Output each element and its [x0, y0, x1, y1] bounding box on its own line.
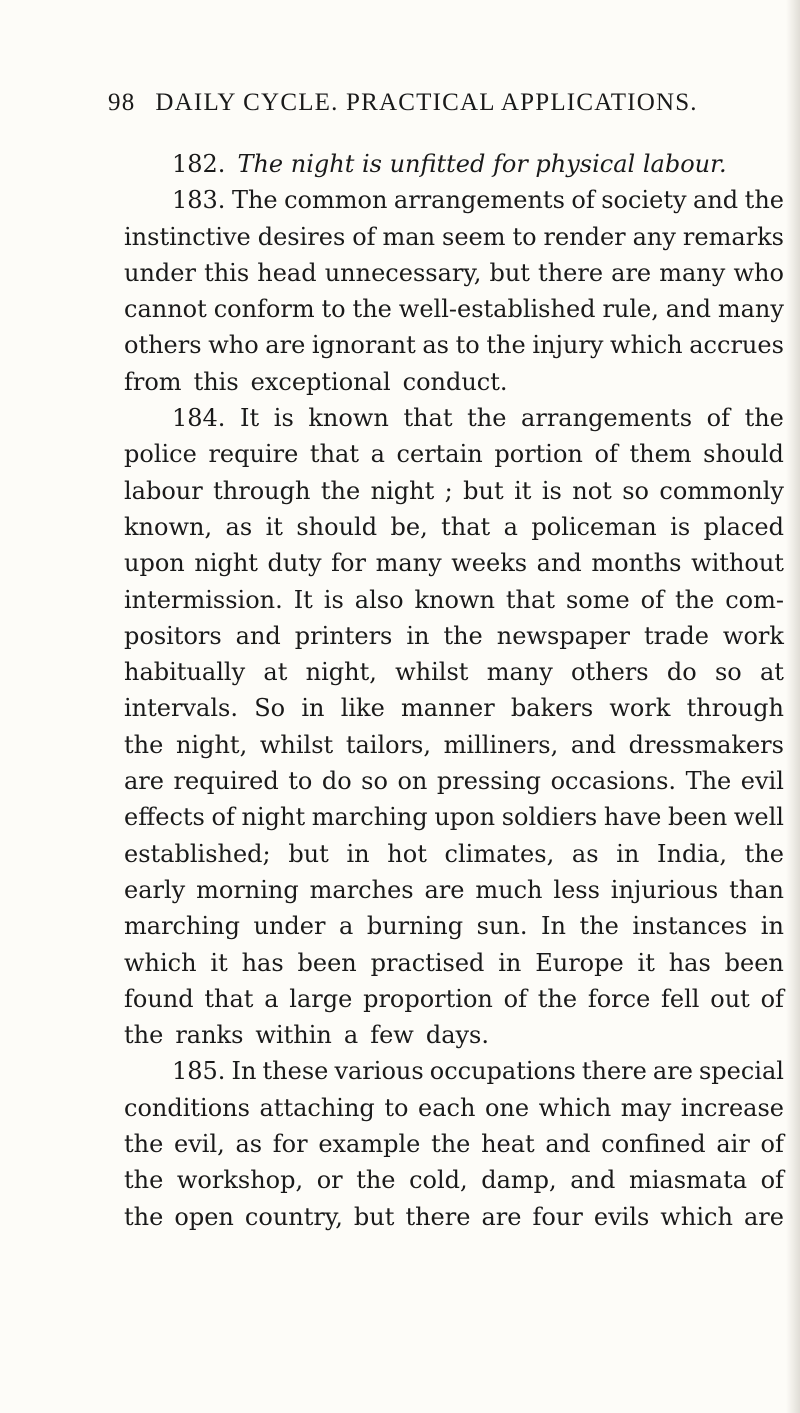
word: upon: [434, 803, 496, 832]
text-line: [124, 146, 784, 182]
word: under: [253, 912, 326, 941]
text-line: [124, 654, 784, 690]
word: confined: [601, 1130, 706, 1159]
word: much: [475, 875, 543, 904]
word: four: [532, 1202, 583, 1231]
word: others: [571, 658, 649, 687]
word: to: [384, 1093, 409, 1122]
word: to: [288, 767, 313, 796]
word: It: [293, 585, 313, 614]
word: the: [744, 186, 784, 215]
word: who: [208, 331, 259, 360]
word: hot: [387, 839, 427, 868]
word: conform: [213, 295, 315, 324]
text-line: [124, 582, 784, 618]
text-line: [124, 219, 784, 255]
word: not: [572, 476, 612, 505]
word: labour: [124, 476, 203, 505]
text-line: [124, 908, 784, 944]
word: 184.: [172, 404, 226, 433]
word: the: [124, 1202, 164, 1231]
word: a: [343, 1021, 359, 1050]
word: accrues: [689, 331, 784, 360]
word: of: [503, 984, 527, 1013]
text-line: [124, 872, 784, 908]
page-number: 98: [108, 89, 136, 116]
word: night,: [175, 730, 248, 759]
text-line: [124, 1017, 784, 1053]
word: The: [231, 186, 278, 215]
word: through: [686, 694, 784, 723]
word: which: [124, 948, 197, 977]
text-line: [124, 836, 784, 872]
word: one: [484, 1093, 530, 1122]
word: which: [610, 331, 683, 360]
word: sun.: [476, 912, 528, 941]
word: days.: [425, 1021, 490, 1050]
word: each: [417, 1093, 476, 1122]
text-line: [124, 436, 784, 472]
word: newspaper: [496, 621, 630, 650]
word: whilst: [259, 730, 334, 759]
word: so: [361, 767, 388, 796]
word: printers: [294, 621, 393, 650]
word: marching: [124, 912, 240, 941]
word: desires: [257, 222, 346, 251]
word: climates,: [444, 839, 555, 868]
word: but: [353, 1202, 395, 1231]
word: be,: [390, 512, 428, 541]
word: which: [660, 1202, 733, 1231]
word: a: [338, 912, 354, 941]
word: rule,: [602, 295, 659, 324]
word: this: [193, 367, 239, 396]
word: the: [443, 621, 483, 650]
word: some: [565, 585, 630, 614]
word: effects: [124, 803, 205, 832]
text-line: [124, 763, 784, 799]
text-line: [124, 618, 784, 654]
word: evil,: [174, 1130, 225, 1159]
word: that: [309, 440, 359, 469]
word: as: [422, 331, 449, 360]
word: in: [498, 948, 522, 977]
word: of: [760, 984, 784, 1013]
word: occasions.: [550, 767, 677, 796]
word: portion: [494, 440, 583, 469]
word: miasmata: [628, 1166, 748, 1195]
word: so: [622, 476, 649, 505]
word: under: [124, 258, 196, 287]
word: So: [254, 694, 286, 723]
running-title: DAILY CYCLE. PRACTICAL APPLICATIONS.: [155, 89, 698, 116]
word: unnecessary,: [324, 258, 482, 287]
word: milliners,: [443, 730, 559, 759]
word: require: [208, 440, 299, 469]
word: trade: [643, 621, 709, 650]
word: In: [541, 912, 566, 941]
word: and: [545, 1130, 591, 1159]
word: and: [665, 295, 711, 324]
word: Europe: [535, 948, 624, 977]
word: in: [346, 839, 370, 868]
word: heat: [481, 1130, 535, 1159]
word: duty: [267, 549, 322, 578]
word: as: [571, 839, 599, 868]
word: placed: [703, 512, 784, 541]
word: proportion: [363, 984, 493, 1013]
word: of: [760, 1166, 784, 1195]
word: force: [587, 984, 651, 1013]
word: through: [213, 476, 311, 505]
word: ;: [444, 476, 453, 505]
word: injury: [532, 331, 604, 360]
word: burning: [366, 912, 464, 941]
word: large: [289, 984, 353, 1013]
word: that: [505, 585, 555, 614]
word: arrangements: [393, 186, 565, 215]
word: than: [729, 875, 784, 904]
word: render: [543, 222, 626, 251]
word: the: [486, 331, 526, 360]
word: In: [231, 1057, 257, 1086]
word: for: [331, 549, 366, 578]
word: are: [744, 1202, 784, 1231]
word: have: [603, 803, 662, 832]
page-edge-shadow: [786, 0, 800, 1413]
word: that: [403, 404, 453, 433]
word: the: [124, 1021, 164, 1050]
word: to: [512, 222, 537, 251]
word: from: [124, 367, 182, 396]
word: open: [174, 1202, 234, 1231]
word: the: [431, 1130, 471, 1159]
word: well-established: [398, 295, 596, 324]
word: a: [503, 512, 518, 541]
word: required: [173, 767, 279, 796]
word: a: [264, 984, 279, 1013]
word: the: [467, 404, 507, 433]
word: been: [724, 948, 784, 977]
word: in: [406, 621, 430, 650]
word: The: [685, 767, 732, 796]
word: the: [124, 1166, 164, 1195]
word: the: [744, 404, 784, 433]
word: known: [308, 404, 389, 433]
word: found: [124, 984, 194, 1013]
word: there: [581, 1057, 647, 1086]
word: tailors,: [345, 730, 431, 759]
text-line: [124, 473, 784, 509]
word: been: [667, 803, 728, 832]
word: the: [579, 912, 619, 941]
word: evil: [740, 767, 784, 796]
word: the: [124, 730, 164, 759]
text-line: [124, 255, 784, 291]
text-line: [124, 1090, 784, 1126]
word: head: [257, 258, 317, 287]
word: established;: [124, 839, 271, 868]
word: there: [538, 258, 604, 287]
word: on: [397, 767, 428, 796]
word: many: [375, 549, 442, 578]
word: dressmakers: [628, 730, 784, 759]
word: for: [272, 1130, 308, 1159]
word: society: [601, 186, 687, 215]
word: are: [265, 331, 306, 360]
word: cold,: [409, 1166, 468, 1195]
word: to: [321, 295, 346, 324]
word: cannot: [124, 295, 207, 324]
word: within: [255, 1021, 332, 1050]
word: evils: [593, 1202, 650, 1231]
word: a: [370, 440, 385, 469]
word: as: [225, 512, 253, 541]
word: various: [334, 1057, 424, 1086]
text-line: [124, 364, 784, 400]
word: is: [323, 585, 344, 614]
word: has: [668, 948, 711, 977]
word: seem: [442, 222, 506, 251]
word: them: [629, 440, 692, 469]
word: certain: [396, 440, 483, 469]
text-line: [124, 1199, 784, 1235]
word: habitually: [124, 658, 246, 687]
word: any: [632, 222, 676, 251]
word: that: [204, 984, 254, 1013]
word: occupations: [429, 1057, 576, 1086]
word: the: [674, 585, 715, 614]
text-line: [124, 327, 784, 363]
word: in: [616, 839, 640, 868]
word: night: [241, 803, 306, 832]
word: to: [455, 331, 480, 360]
word: at: [263, 658, 288, 687]
word: upon: [124, 549, 185, 578]
word: intermission.: [124, 585, 283, 614]
word: in: [301, 694, 325, 723]
word: who: [733, 258, 784, 287]
word: of: [594, 440, 618, 469]
word: out: [710, 984, 750, 1013]
word: it: [514, 476, 532, 505]
word: and: [235, 621, 281, 650]
word: also: [354, 585, 404, 614]
text-line: [124, 727, 784, 763]
word: ranks: [175, 1021, 244, 1050]
word: is: [670, 512, 691, 541]
word: of: [352, 222, 376, 251]
word: of: [571, 186, 595, 215]
word: and: [570, 730, 616, 759]
word: at: [759, 658, 784, 687]
word: and: [570, 1166, 616, 1195]
word: but: [489, 258, 530, 287]
text-line: [124, 1126, 784, 1162]
word: are: [652, 1057, 693, 1086]
word: may: [620, 1093, 672, 1122]
word: bakers: [510, 694, 594, 723]
word: commonly: [659, 476, 784, 505]
word: air: [716, 1130, 750, 1159]
word: instinctive: [124, 222, 251, 251]
word: soldiers: [501, 803, 598, 832]
word: it: [637, 948, 655, 977]
word: 183.: [172, 186, 226, 215]
word: conduct.: [402, 367, 508, 396]
word: should: [296, 512, 378, 541]
word: has: [241, 948, 284, 977]
word: 185.: [172, 1057, 226, 1086]
word: months: [591, 549, 682, 578]
word: remarks: [682, 222, 784, 251]
word: whilst: [395, 658, 469, 687]
word: of: [640, 585, 664, 614]
word: the: [356, 1166, 396, 1195]
word: do: [666, 658, 697, 687]
word: known,: [124, 512, 213, 541]
word: instances: [632, 912, 748, 941]
word: it: [265, 512, 283, 541]
text-line: [124, 799, 784, 835]
word: less: [553, 875, 600, 904]
word: been: [297, 948, 357, 977]
word: ignorant: [311, 331, 416, 360]
word: is: [541, 476, 562, 505]
text-line: [124, 945, 784, 981]
word: India,: [657, 839, 727, 868]
word: man: [382, 222, 436, 251]
word: this: [204, 258, 250, 287]
word: intervals.: [124, 694, 238, 723]
text-line: [124, 182, 784, 218]
word: night: [194, 549, 258, 578]
word: damp,: [481, 1166, 557, 1195]
word: manner: [401, 694, 495, 723]
word: the: [124, 1130, 164, 1159]
word: common: [284, 186, 388, 215]
word: that: [441, 512, 491, 541]
word: there: [405, 1202, 471, 1231]
word: fell: [661, 984, 700, 1013]
word: the: [352, 295, 392, 324]
word: of: [706, 404, 730, 433]
text-line: [124, 291, 784, 327]
word: in: [760, 912, 784, 941]
word: few: [370, 1021, 414, 1050]
word: positors: [124, 621, 222, 650]
running-head: [108, 88, 722, 118]
word: but: [463, 476, 504, 505]
word: the: [537, 984, 578, 1013]
word: as: [235, 1130, 263, 1159]
word: of: [211, 803, 235, 832]
word: early: [124, 875, 186, 904]
word: morning: [196, 875, 299, 904]
word: marching: [311, 803, 428, 832]
word: increase: [680, 1093, 784, 1122]
text-line: [124, 1053, 784, 1089]
word: attaching: [259, 1093, 375, 1122]
word: marches: [309, 875, 414, 904]
word: com-: [725, 585, 784, 614]
word: pressing: [436, 767, 542, 796]
word: so: [714, 658, 742, 687]
word: these: [262, 1057, 329, 1086]
word: is: [273, 404, 294, 433]
text-line: [124, 690, 784, 726]
word: like: [340, 694, 385, 723]
word: night: [370, 476, 435, 505]
word: others: [124, 331, 202, 360]
word: work: [609, 694, 671, 723]
word: well: [733, 803, 784, 832]
word: of: [760, 1130, 784, 1159]
section-heading-italic: The night is unfitted for physical labour.: [237, 150, 727, 178]
word: weeks: [451, 549, 528, 578]
text-line: [124, 1162, 784, 1198]
word: many: [486, 658, 553, 687]
word: work: [722, 621, 784, 650]
text-line: [124, 981, 784, 1017]
text-line: [124, 400, 784, 436]
text-line: [124, 545, 784, 581]
section-number: 182.: [172, 150, 226, 178]
word: policeman: [531, 512, 657, 541]
word: known: [414, 585, 495, 614]
word: exceptional: [250, 367, 391, 396]
word: and: [536, 549, 582, 578]
word: are: [424, 875, 465, 904]
body-text: [124, 146, 784, 1235]
word: without: [691, 549, 784, 578]
word: the: [744, 839, 784, 868]
word: practised: [370, 948, 485, 977]
text-line: [124, 509, 784, 545]
word: injurious: [610, 875, 719, 904]
word: or: [316, 1166, 343, 1195]
word: It: [240, 404, 260, 433]
word: country,: [244, 1202, 343, 1231]
word: which: [538, 1093, 612, 1122]
word: many: [717, 295, 784, 324]
word: many: [659, 258, 726, 287]
word: workshop,: [176, 1166, 304, 1195]
word: night,: [305, 658, 377, 687]
word: are: [481, 1202, 522, 1231]
word: are: [124, 767, 164, 796]
word: should: [703, 440, 784, 469]
word: the: [320, 476, 361, 505]
word: but: [288, 839, 329, 868]
word: special: [698, 1057, 784, 1086]
word: and: [693, 186, 739, 215]
word: conditions: [124, 1093, 250, 1122]
word: are: [611, 258, 652, 287]
word: example: [318, 1130, 421, 1159]
word: it: [210, 948, 228, 977]
word: do: [321, 767, 352, 796]
word: police: [124, 440, 197, 469]
word: arrangements: [521, 404, 693, 433]
